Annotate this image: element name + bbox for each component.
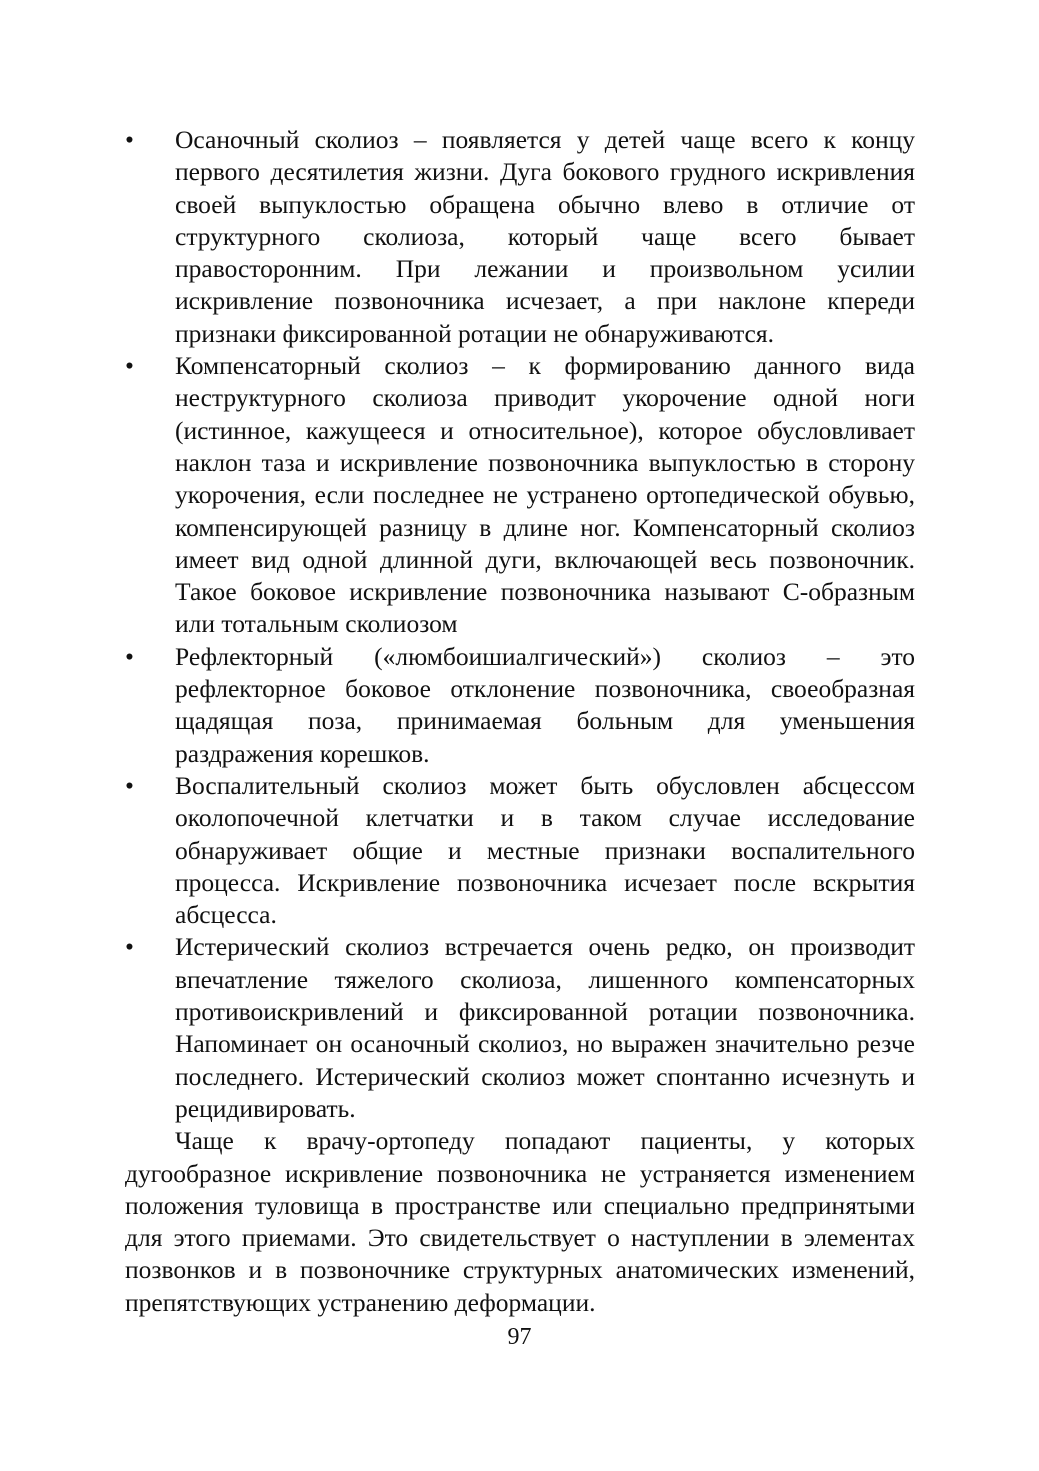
list-item-inflammatory-scoliosis xyxy=(125,770,915,931)
bullet-icon: • xyxy=(125,641,134,671)
list-item-text: Истерический сколиоз встречается очень редко, он производит впечатление тяжелого сколиоза, лишенного компенсаторных противоискривлений и фиксированной ротации позвоночника. Напоминает он осаночный сколиоз, но выражен значительно резче последнего. Истерический сколиоз может спонтанно исчезнуть и рецидивировать. xyxy=(175,932,915,1123)
bullet-icon: • xyxy=(125,932,134,962)
page-number: 97 xyxy=(507,1324,532,1350)
list-item-text: Компенсаторный сколиоз – к формированию данного вида неструктурного сколиоза приводит укорочение одной ноги (истинное, кажущееся и относительное), которое обусловливает наклон таза и искривление позвоночника выпуклостью в сторону укорочения, если последнее не устранено ортопедической обувью, компенсирующей разницу в длине ног. Компенсаторный сколиоз имеет вид одной длинной дуги, включающей весь позвоночник. Такое боковое искривление позвоночника называют С-образным или тотальным сколиозом xyxy=(175,351,915,639)
bullet-icon: • xyxy=(125,351,134,381)
list-item-text: Воспалительный сколиоз может быть обусловлен абсцессом околопочечной клетчатки и в таком случае исследование обнаруживает общие и местные признаки воспалительного процесса. Искривление позвоночника исчезает после вскрытия абсцесса. xyxy=(175,770,915,930)
list-item-hysterical-scoliosis xyxy=(125,931,915,1125)
list-item-postural-scoliosis xyxy=(125,124,915,350)
list-item-text: Рефлекторный («люмбоишиалгический») сколиоз – это рефлекторное боковое отклонение позвоночника, своеобразная щадящая поза, принимаемая больным для уменьшения раздражения корешков. xyxy=(175,641,915,768)
list-item-text: Осаночный сколиоз – появляется у детей чаще всего к концу первого десятилетия жизни. Дуга бокового грудного искривления своей выпуклостью обращена обычно влево в отличие от структурного сколиоза, который чаще всего бывает правосторонним. При лежании и произвольном усилии искривление позвоночника исчезает, а при наклоне кпереди признаки фиксированной ротации не обнаруживаются. xyxy=(175,125,915,348)
bullet-icon: • xyxy=(125,125,134,154)
bullet-list xyxy=(125,124,915,1125)
page-content xyxy=(125,124,915,1319)
body-paragraph: Чаще к врачу-ортопеду попадают пациенты, у которых дугообразное искривление позвоночника не устраняется изменением положения туловища в пространстве или специально предпринятыми для этого приемами. Это свидетельствует о наступлении в элементах позвонков и в позвоночнике структурных анатомических изменений, препятствующих устранению деформации. xyxy=(125,1126,915,1317)
list-item-compensatory-scoliosis xyxy=(125,350,915,641)
list-item-reflex-scoliosis xyxy=(125,641,915,770)
bullet-icon: • xyxy=(125,770,134,800)
